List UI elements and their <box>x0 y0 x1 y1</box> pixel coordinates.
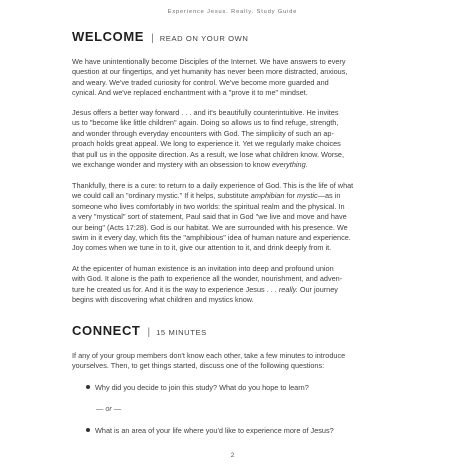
text-line <box>72 285 392 295</box>
bullet-icon <box>86 428 90 432</box>
text-line: that pull us in the opposite direction. As a result, we lose what children know. Worse, <box>72 149 345 159</box>
or-divider: — or — <box>96 404 122 413</box>
text-line: At the epicenter of human existence is an invitation into deep and profound union <box>72 264 334 273</box>
connect-subtitle: 15 MINUTES <box>156 328 207 337</box>
bullet-icon <box>86 385 90 389</box>
text-line: a very "mystical" sort of statement, Paul said that in God "we live and move and have <box>72 212 347 222</box>
text-line: begins with discovering what children and mystics know. <box>72 295 254 305</box>
text-line: If any of your group members don't know each other, take a few minutes to introduce <box>72 351 346 360</box>
emphasis-text: mystic <box>297 191 318 201</box>
running-head: Experience Jesus. Really. Study Guide <box>167 9 298 15</box>
text-run: we could call an "ordinary mystic." If it helps, substitute <box>72 191 251 201</box>
text-run: ture he created us for. And it is the way to experience Jesus . . . <box>72 284 279 294</box>
text-line: with God. It alone is the path to experience all the wonder, nourishment, and adven- <box>72 274 343 284</box>
connect-separator: | <box>147 327 151 338</box>
question-text: Why did you decide to join this study? What do you hope to learn? <box>95 383 309 392</box>
text-line <box>72 160 392 170</box>
text-line: Joy comes when we tune in to it, give our attention to it, and drink deeply from it. <box>72 243 332 253</box>
welcome-separator: | <box>151 33 154 44</box>
text-line: Jesus offers a better way forward . . . and it's beautifully counterintuitive. He invites <box>72 108 339 117</box>
text-run: —as in <box>317 191 341 201</box>
emphasis-text: really. <box>278 284 298 294</box>
text-run: we exchange wonder and mystery with an obsession to know <box>72 160 272 170</box>
emphasis-text: amphibian <box>250 191 285 201</box>
text-line: yourselves. Then, to get things started, discuss one of the following questions: <box>72 361 325 371</box>
welcome-subtitle: READ ON YOUR OWN <box>159 34 249 43</box>
welcome-paragraph-3 <box>72 181 392 254</box>
text-line: us to "become like little children" again. Doing so allows us to find refuge, strength, <box>72 118 339 128</box>
welcome-heading <box>72 29 248 44</box>
text-line: someone who lives comfortably in two worlds: the spiritual realm and the physical. In <box>72 201 345 211</box>
emphasis-text: everything <box>271 160 306 170</box>
welcome-paragraph-4 <box>72 264 392 306</box>
text-line: swim in it every day, which fits the "amphibious" idea of human nature and experience. <box>72 233 351 243</box>
question-text: What is an area of your life where you'd like to experience more of Jesus? <box>95 426 334 435</box>
discussion-question-2 <box>86 426 334 436</box>
connect-intro <box>72 351 392 372</box>
discussion-question-1 <box>86 383 309 393</box>
connect-title: CONNECT <box>72 323 141 338</box>
text-line: cynical. And we've replaced enchantment with a "prove it to me" mindset. <box>72 88 308 98</box>
text-line: our being" (Acts 17:28). God is our habitat. We are surrounded with his presence. We <box>72 222 348 232</box>
text-line <box>72 191 392 201</box>
welcome-title: WELCOME <box>72 29 145 44</box>
connect-heading <box>72 323 207 338</box>
text-line: Thankfully, there is a cure: to return to a daily experience of God. This is the life of what <box>72 181 354 190</box>
text-run: Our journey <box>297 284 338 294</box>
welcome-paragraph-1 <box>72 57 392 99</box>
welcome-paragraph-2 <box>72 108 392 170</box>
text-line: and wonder through everyday encounters with God. The simplicity of such an ap- <box>72 128 334 138</box>
text-run: . <box>305 160 308 170</box>
page-number: 2 <box>230 452 235 459</box>
text-line: and weary. We've traded curiosity for control. We've become more guarded and <box>72 77 329 87</box>
text-line: We have unintentionally become Disciples of the Internet. We have answers to every <box>72 57 346 66</box>
text-line: question at our fingertips, and yet humanity has never been more distracted, anxious, <box>72 67 348 77</box>
text-line: proach holds great appeal. We long to experience it. Yet we regularly make choices <box>72 139 341 149</box>
text-run: for <box>284 191 298 201</box>
